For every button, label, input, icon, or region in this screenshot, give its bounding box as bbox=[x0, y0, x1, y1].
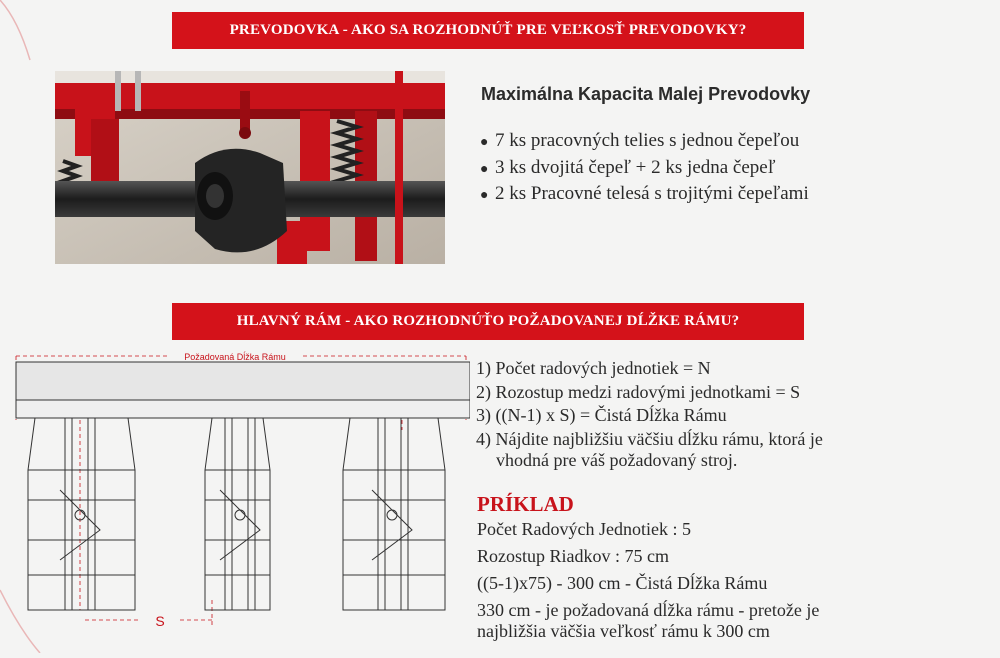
gearbox-photo bbox=[55, 71, 445, 264]
list-item: 2) Rozostup medzi radovými jednotkami = S bbox=[476, 381, 801, 402]
gearbox-capacity-list bbox=[480, 128, 809, 208]
frame-length-diagram bbox=[0, 345, 470, 653]
gearbox-section-banner bbox=[172, 12, 804, 49]
example-line: 330 cm - je požadovaná dĺžka rámu - pretože je bbox=[477, 600, 820, 620]
list-item: ● 7 ks pracovných telies s jednou čepeľou bbox=[480, 128, 809, 155]
frame-section-banner bbox=[172, 303, 804, 340]
example-line: Počet Radových Jednotiek : 5 bbox=[477, 519, 691, 539]
gearbox-section-title: PREVODOVKA - AKO SA ROZHODNÚŤ PRE VEĽKOSŤ PREVODOVKY? bbox=[229, 22, 747, 38]
step-4-line-2: vhodná pre váš požadovaný stroj. bbox=[496, 449, 738, 470]
list-item: ● 2 ks Pracovné telesá s trojitými čepeľami bbox=[480, 181, 809, 208]
bullet-icon: ● bbox=[480, 135, 489, 150]
example-heading: PRÍKLAD bbox=[477, 492, 574, 516]
bullet-icon: ● bbox=[480, 161, 489, 177]
list-item: ● 3 ks dvojitá čepeľ + 2 ks jedna čepeľ bbox=[480, 155, 809, 182]
bullet-icon: ● bbox=[480, 188, 489, 203]
list-item bbox=[476, 429, 823, 471]
gearbox-capacity-heading: Maximálna Kapacita Malej Prevodovky bbox=[481, 84, 811, 104]
example-line: Rozostup Riadkov : 75 cm bbox=[477, 546, 669, 566]
list-item: 1) Počet radových jednotiek = N bbox=[476, 358, 711, 378]
example-line: ((5-1)x75) - 300 cm - Čistá Dĺžka Rámu bbox=[477, 573, 768, 593]
required-length-label: Požadovaná Dĺžka Rámu bbox=[184, 352, 286, 362]
spacing-label: S bbox=[155, 613, 165, 629]
frame-length-steps bbox=[476, 358, 823, 473]
frame-section-title: HLAVNÝ RÁM - AKO ROZHODNÚŤO POŽADOVANEJ DĹŽKE RÁMU? bbox=[236, 313, 740, 329]
step-4-line-1: 4) Nájdite najbližšiu väčšiu dĺžku rámu, ktorá je bbox=[476, 428, 823, 449]
example-line: najbližšia väčšia veľkosť rámu k 300 cm bbox=[477, 621, 770, 641]
list-item: 3) ((N-1) x S) = Čistá Dĺžka Rámu bbox=[476, 405, 727, 425]
example-block bbox=[477, 519, 819, 642]
corner-swoosh bbox=[0, 0, 40, 70]
